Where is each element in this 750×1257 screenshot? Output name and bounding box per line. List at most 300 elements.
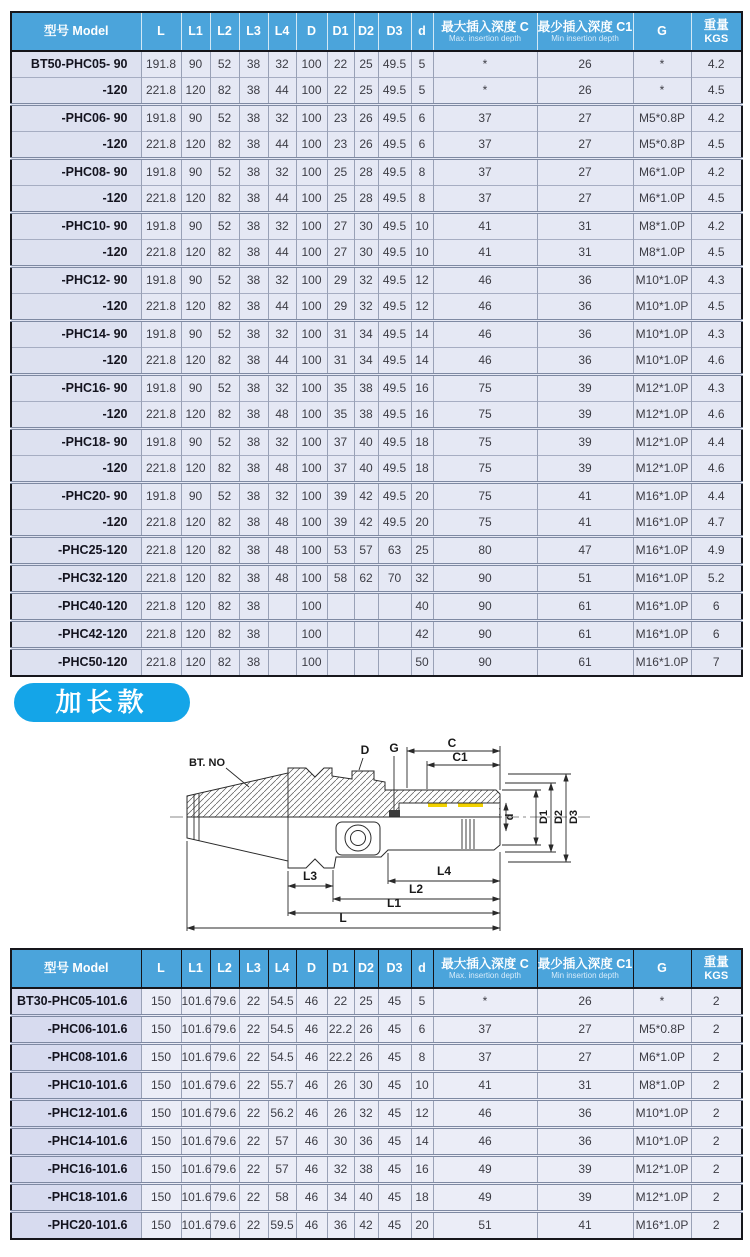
- data-cell: 120: [181, 510, 210, 537]
- data-cell: 32: [354, 1100, 378, 1128]
- data-cell: [354, 593, 378, 621]
- data-cell: 27: [327, 213, 354, 240]
- data-cell: M16*1.0P: [633, 510, 691, 537]
- model-cell: -PHC16-101.6: [11, 1156, 141, 1184]
- data-cell: 150: [141, 1156, 181, 1184]
- data-cell: 101.6: [181, 1016, 210, 1044]
- data-cell: 120: [181, 186, 210, 213]
- column-header: d: [411, 949, 433, 988]
- data-cell: 49: [433, 1184, 537, 1212]
- table-row: [11, 621, 742, 649]
- data-cell: 16: [411, 375, 433, 402]
- data-cell: 101.6: [181, 1212, 210, 1240]
- data-cell: 4.4: [691, 483, 742, 510]
- data-cell: 40: [354, 1184, 378, 1212]
- data-cell: 54.5: [268, 988, 296, 1016]
- data-cell: 191.8: [141, 213, 181, 240]
- data-cell: 100: [296, 348, 327, 375]
- data-cell: 41: [433, 240, 537, 267]
- data-cell: 49.5: [378, 186, 411, 213]
- data-cell: M16*1.0P: [633, 565, 691, 593]
- data-cell: 57: [354, 537, 378, 565]
- column-header: 型号 Model: [11, 949, 141, 988]
- data-cell: 27: [537, 1016, 633, 1044]
- model-cell: -PHC06-101.6: [11, 1016, 141, 1044]
- data-cell: 79.6: [210, 1212, 239, 1240]
- model-cell: BT30-PHC05-101.6: [11, 988, 141, 1016]
- data-cell: M12*1.0P: [633, 429, 691, 456]
- data-cell: 39: [537, 429, 633, 456]
- column-header: 最大插入深度 C Max. insertion depth: [433, 949, 537, 988]
- column-header: D1: [327, 949, 354, 988]
- column-header: D: [296, 949, 327, 988]
- data-cell: 37: [433, 159, 537, 186]
- data-cell: 39: [537, 1184, 633, 1212]
- data-cell: 26: [354, 132, 378, 159]
- data-cell: 32: [268, 483, 296, 510]
- data-cell: 31: [327, 321, 354, 348]
- table-row: [11, 213, 742, 240]
- data-cell: 4.2: [691, 51, 742, 78]
- data-cell: 36: [537, 1100, 633, 1128]
- data-cell: 37: [327, 429, 354, 456]
- data-cell: 150: [141, 1212, 181, 1240]
- data-cell: 36: [537, 348, 633, 375]
- data-cell: 20: [411, 1212, 433, 1240]
- label-G: G: [389, 741, 399, 755]
- data-cell: 4.3: [691, 375, 742, 402]
- data-cell: 35: [327, 375, 354, 402]
- data-cell: 38: [239, 537, 268, 565]
- data-cell: 79.6: [210, 1072, 239, 1100]
- data-cell: 49.5: [378, 78, 411, 105]
- data-cell: 191.8: [141, 105, 181, 132]
- data-cell: 23: [327, 105, 354, 132]
- data-cell: 82: [210, 132, 239, 159]
- data-cell: 18: [411, 1184, 433, 1212]
- data-cell: 191.8: [141, 483, 181, 510]
- column-header: 最大插入深度 C Max. insertion depth: [433, 12, 537, 51]
- data-cell: 38: [239, 348, 268, 375]
- data-cell: 10: [411, 240, 433, 267]
- model-cell: -PHC08-101.6: [11, 1044, 141, 1072]
- data-cell: 52: [210, 429, 239, 456]
- table-row: [11, 78, 742, 105]
- data-cell: 221.8: [141, 294, 181, 321]
- data-cell: 27: [537, 1044, 633, 1072]
- data-cell: 10: [411, 213, 433, 240]
- data-cell: 37: [433, 186, 537, 213]
- data-cell: 26: [327, 1072, 354, 1100]
- data-cell: 48: [268, 510, 296, 537]
- data-cell: 32: [268, 159, 296, 186]
- data-cell: M16*1.0P: [633, 649, 691, 677]
- data-cell: 61: [537, 593, 633, 621]
- data-cell: 2: [691, 1016, 742, 1044]
- data-cell: 63: [378, 537, 411, 565]
- data-cell: 40: [354, 456, 378, 483]
- model-cell: -PHC32-120: [11, 565, 141, 593]
- data-cell: 14: [411, 1128, 433, 1156]
- data-cell: 22: [239, 1072, 268, 1100]
- data-cell: 75: [433, 510, 537, 537]
- column-header: G: [633, 949, 691, 988]
- data-cell: 26: [354, 105, 378, 132]
- data-cell: 22.2: [327, 1044, 354, 1072]
- data-cell: 221.8: [141, 593, 181, 621]
- data-cell: 120: [181, 132, 210, 159]
- data-cell: 42: [354, 1212, 378, 1240]
- data-cell: 2: [691, 1156, 742, 1184]
- data-cell: 120: [181, 593, 210, 621]
- column-header: L3: [239, 949, 268, 988]
- data-cell: [268, 593, 296, 621]
- data-cell: 191.8: [141, 375, 181, 402]
- model-cell: -PHC08- 90: [11, 159, 141, 186]
- data-cell: 22: [239, 988, 268, 1016]
- column-header: L1: [181, 12, 210, 51]
- data-cell: 41: [537, 1212, 633, 1240]
- data-cell: 75: [433, 483, 537, 510]
- data-cell: 32: [268, 267, 296, 294]
- data-cell: 12: [411, 267, 433, 294]
- data-cell: 79.6: [210, 1016, 239, 1044]
- data-cell: 8: [411, 186, 433, 213]
- data-cell: 29: [327, 267, 354, 294]
- header-row: [11, 949, 742, 988]
- data-cell: 36: [354, 1128, 378, 1156]
- data-cell: 38: [354, 375, 378, 402]
- data-cell: 100: [296, 240, 327, 267]
- data-cell: 150: [141, 1044, 181, 1072]
- data-cell: 57: [268, 1156, 296, 1184]
- model-cell: -PHC18- 90: [11, 429, 141, 456]
- data-cell: 41: [537, 483, 633, 510]
- data-cell: 6: [411, 132, 433, 159]
- data-cell: M10*1.0P: [633, 321, 691, 348]
- table-row: [11, 240, 742, 267]
- column-header: G: [633, 12, 691, 51]
- model-cell: -PHC40-120: [11, 593, 141, 621]
- column-header: D: [296, 12, 327, 51]
- data-cell: 4.4: [691, 429, 742, 456]
- data-cell: 38: [239, 105, 268, 132]
- data-cell: 49.5: [378, 375, 411, 402]
- data-cell: 38: [239, 132, 268, 159]
- data-cell: 120: [181, 78, 210, 105]
- data-cell: 14: [411, 321, 433, 348]
- header-row: [11, 12, 742, 51]
- data-cell: 120: [181, 240, 210, 267]
- data-cell: 61: [537, 621, 633, 649]
- data-cell: 4.5: [691, 240, 742, 267]
- model-cell: -PHC10-101.6: [11, 1072, 141, 1100]
- column-header: L3: [239, 12, 268, 51]
- data-cell: 221.8: [141, 78, 181, 105]
- column-header: 重量 KGS: [691, 949, 742, 988]
- data-cell: M5*0.8P: [633, 105, 691, 132]
- data-cell: 41: [537, 510, 633, 537]
- label-L3: L3: [302, 869, 318, 883]
- data-cell: 79.6: [210, 1156, 239, 1184]
- column-header: D1: [327, 12, 354, 51]
- data-cell: 100: [296, 105, 327, 132]
- data-cell: 2: [691, 1044, 742, 1072]
- data-cell: 22: [239, 1184, 268, 1212]
- table-row: [11, 132, 742, 159]
- data-cell: [378, 593, 411, 621]
- data-cell: 46: [433, 294, 537, 321]
- data-cell: 36: [327, 1212, 354, 1240]
- data-cell: 100: [296, 213, 327, 240]
- data-cell: 221.8: [141, 456, 181, 483]
- data-cell: 4.7: [691, 510, 742, 537]
- column-header: d: [411, 12, 433, 51]
- data-cell: 32: [268, 429, 296, 456]
- data-cell: 49.5: [378, 510, 411, 537]
- data-cell: 18: [411, 456, 433, 483]
- data-cell: 45: [378, 1016, 411, 1044]
- data-cell: 54.5: [268, 1016, 296, 1044]
- data-cell: 44: [268, 348, 296, 375]
- tool-holder-lower-exterior: [187, 817, 500, 868]
- data-cell: [268, 621, 296, 649]
- data-cell: 58: [327, 565, 354, 593]
- data-cell: 51: [433, 1212, 537, 1240]
- column-header: D3: [378, 949, 411, 988]
- data-cell: 120: [181, 621, 210, 649]
- data-cell: 49.5: [378, 321, 411, 348]
- data-cell: M16*1.0P: [633, 621, 691, 649]
- data-cell: 38: [239, 51, 268, 78]
- bore-region: [399, 803, 499, 817]
- data-cell: 8: [411, 159, 433, 186]
- data-cell: M5*0.8P: [633, 1016, 691, 1044]
- data-cell: 75: [433, 375, 537, 402]
- data-cell: 36: [537, 267, 633, 294]
- label-L: L: [339, 911, 347, 925]
- data-cell: *: [433, 988, 537, 1016]
- data-cell: 20: [411, 483, 433, 510]
- data-cell: 101.6: [181, 988, 210, 1016]
- data-cell: 25: [354, 988, 378, 1016]
- table-row: [11, 1156, 742, 1184]
- data-cell: 42: [354, 510, 378, 537]
- data-cell: 221.8: [141, 348, 181, 375]
- table-row: [11, 456, 742, 483]
- data-cell: M8*1.0P: [633, 240, 691, 267]
- badge-label: 加长款: [55, 687, 149, 717]
- data-cell: 38: [239, 429, 268, 456]
- data-cell: 49.5: [378, 456, 411, 483]
- column-header: L2: [210, 949, 239, 988]
- data-cell: 32: [411, 565, 433, 593]
- data-cell: 75: [433, 456, 537, 483]
- data-cell: 20: [411, 510, 433, 537]
- data-cell: 26: [327, 1100, 354, 1128]
- data-cell: 28: [354, 159, 378, 186]
- data-cell: 4.2: [691, 105, 742, 132]
- data-cell: 100: [296, 186, 327, 213]
- data-cell: 90: [181, 267, 210, 294]
- model-cell: -PHC16- 90: [11, 375, 141, 402]
- label-d: d: [504, 813, 516, 821]
- column-header: 最少插入深度 C1 Min insertion depth: [537, 12, 633, 51]
- data-cell: 82: [210, 456, 239, 483]
- data-cell: 100: [296, 267, 327, 294]
- data-cell: 50: [411, 649, 433, 677]
- data-cell: 29: [327, 294, 354, 321]
- data-cell: 4.3: [691, 267, 742, 294]
- data-cell: 38: [239, 267, 268, 294]
- label-D3: D3: [568, 809, 580, 825]
- data-cell: 100: [296, 402, 327, 429]
- data-cell: 100: [296, 593, 327, 621]
- data-cell: 6: [691, 621, 742, 649]
- data-cell: 38: [239, 321, 268, 348]
- data-cell: *: [633, 78, 691, 105]
- model-cell: BT50-PHC05- 90: [11, 51, 141, 78]
- data-cell: 100: [296, 483, 327, 510]
- data-cell: 191.8: [141, 429, 181, 456]
- data-cell: M6*1.0P: [633, 186, 691, 213]
- data-cell: 46: [433, 267, 537, 294]
- data-cell: 100: [296, 294, 327, 321]
- data-cell: 34: [354, 321, 378, 348]
- data-cell: 61: [537, 649, 633, 677]
- data-cell: 38: [239, 186, 268, 213]
- table-header-row: [11, 949, 742, 988]
- data-cell: M6*1.0P: [633, 1044, 691, 1072]
- data-cell: 22: [239, 1212, 268, 1240]
- data-cell: 100: [296, 621, 327, 649]
- data-cell: 42: [354, 483, 378, 510]
- data-cell: 120: [181, 402, 210, 429]
- data-cell: 101.6: [181, 1128, 210, 1156]
- table-row: [11, 267, 742, 294]
- data-cell: [327, 593, 354, 621]
- data-cell: 38: [354, 402, 378, 429]
- data-cell: 75: [433, 429, 537, 456]
- data-cell: 31: [537, 213, 633, 240]
- data-cell: 100: [296, 565, 327, 593]
- collet-highlight-1: [428, 804, 447, 808]
- data-cell: 45: [378, 1156, 411, 1184]
- data-cell: 49.5: [378, 429, 411, 456]
- data-cell: 4.6: [691, 402, 742, 429]
- column-header: L1: [181, 949, 210, 988]
- data-cell: 221.8: [141, 621, 181, 649]
- data-cell: 46: [433, 348, 537, 375]
- model-cell: -PHC25-120: [11, 537, 141, 565]
- data-cell: [354, 649, 378, 677]
- data-cell: 37: [433, 105, 537, 132]
- spec-table-bt30: [10, 948, 743, 1240]
- table-row: [11, 294, 742, 321]
- data-cell: 191.8: [141, 267, 181, 294]
- data-cell: 36: [537, 321, 633, 348]
- data-cell: 38: [239, 565, 268, 593]
- table-row: [11, 1044, 742, 1072]
- data-cell: 39: [537, 375, 633, 402]
- data-cell: 48: [268, 537, 296, 565]
- data-cell: 49.5: [378, 51, 411, 78]
- data-cell: 23: [327, 132, 354, 159]
- data-cell: 46: [296, 1212, 327, 1240]
- data-cell: 150: [141, 1016, 181, 1044]
- data-cell: 44: [268, 78, 296, 105]
- data-cell: M16*1.0P: [633, 483, 691, 510]
- data-cell: 27: [537, 186, 633, 213]
- data-cell: 40: [411, 593, 433, 621]
- table-row: [11, 1212, 742, 1240]
- table-row: [11, 565, 742, 593]
- model-cell: -120: [11, 402, 141, 429]
- data-cell: 26: [537, 988, 633, 1016]
- data-cell: 57: [268, 1128, 296, 1156]
- data-cell: 38: [239, 483, 268, 510]
- data-cell: 39: [327, 483, 354, 510]
- data-cell: 48: [268, 402, 296, 429]
- column-header: L4: [268, 12, 296, 51]
- data-cell: 45: [378, 1044, 411, 1072]
- data-cell: 25: [354, 51, 378, 78]
- model-cell: -PHC12-101.6: [11, 1100, 141, 1128]
- data-cell: 52: [210, 321, 239, 348]
- label-C1: C1: [452, 750, 468, 764]
- data-cell: 100: [296, 429, 327, 456]
- data-cell: 38: [239, 649, 268, 677]
- data-cell: 101.6: [181, 1184, 210, 1212]
- model-cell: -PHC10- 90: [11, 213, 141, 240]
- model-cell: -120: [11, 456, 141, 483]
- table-header-row: [11, 12, 742, 51]
- model-cell: -PHC14-101.6: [11, 1128, 141, 1156]
- model-cell: -120: [11, 240, 141, 267]
- data-cell: 38: [239, 240, 268, 267]
- data-cell: 46: [296, 1016, 327, 1044]
- data-cell: 45: [378, 1072, 411, 1100]
- table-row: [11, 510, 742, 537]
- column-header: D2: [354, 949, 378, 988]
- data-cell: 49.5: [378, 132, 411, 159]
- data-cell: 82: [210, 294, 239, 321]
- data-cell: 46: [296, 1184, 327, 1212]
- column-header: 最少插入深度 C1 Min insertion depth: [537, 949, 633, 988]
- data-cell: 46: [296, 988, 327, 1016]
- data-cell: M10*1.0P: [633, 294, 691, 321]
- column-header: L: [141, 12, 181, 51]
- data-cell: 90: [181, 105, 210, 132]
- extended-version-badge: [14, 683, 190, 722]
- data-cell: 27: [537, 159, 633, 186]
- data-cell: 221.8: [141, 565, 181, 593]
- data-cell: 52: [210, 159, 239, 186]
- data-cell: 82: [210, 402, 239, 429]
- data-cell: 31: [327, 348, 354, 375]
- data-cell: 37: [433, 132, 537, 159]
- data-cell: 46: [296, 1044, 327, 1072]
- data-cell: 100: [296, 649, 327, 677]
- data-cell: 26: [537, 78, 633, 105]
- data-cell: 52: [210, 267, 239, 294]
- data-cell: 82: [210, 649, 239, 677]
- data-cell: 82: [210, 78, 239, 105]
- data-cell: 46: [433, 1128, 537, 1156]
- data-cell: 32: [354, 294, 378, 321]
- data-cell: 5: [411, 78, 433, 105]
- model-cell: -120: [11, 186, 141, 213]
